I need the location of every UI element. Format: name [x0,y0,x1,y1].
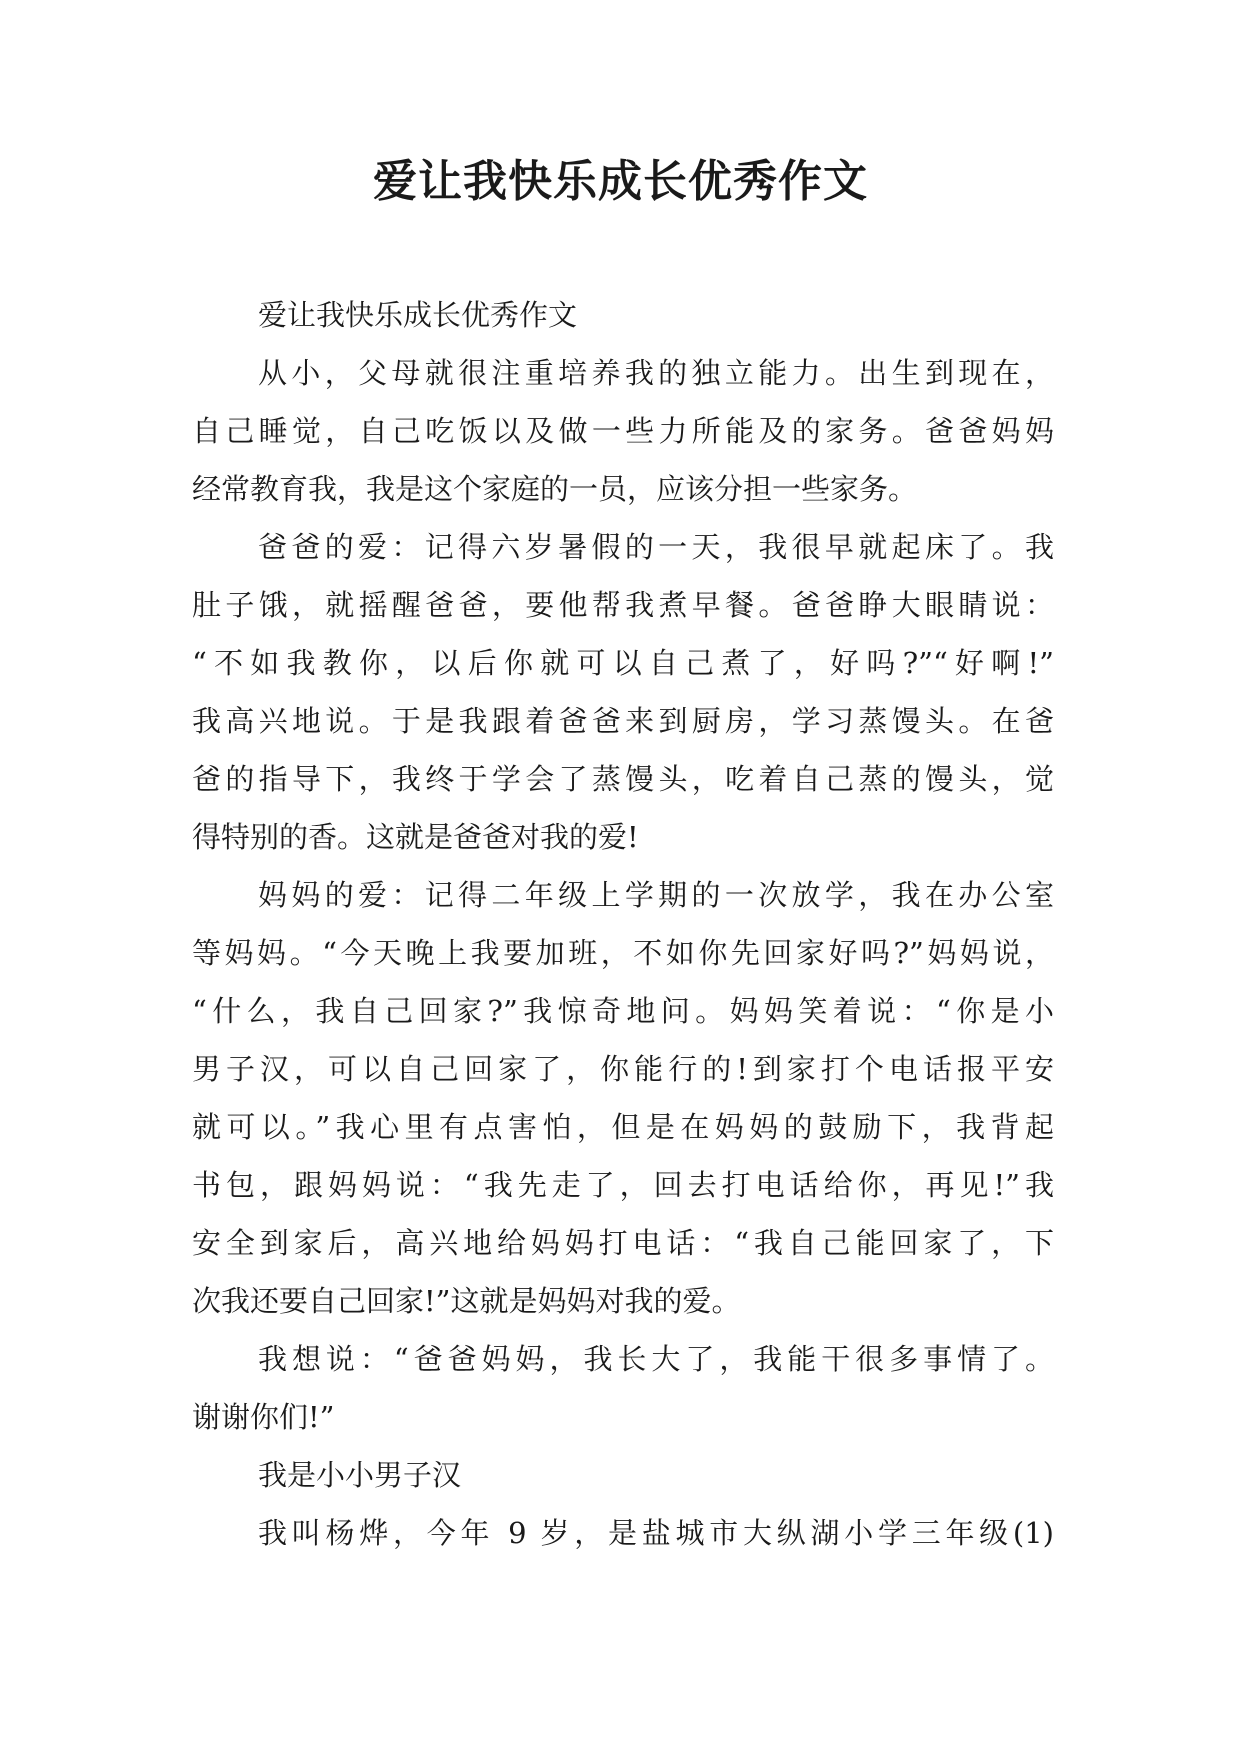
text-line: “不如我教你，以后你就可以自己煮了，好吗?”“好啊!” [192,646,1054,680]
text-line: 经常教育我，我是这个家庭的一员，应该分担一些家务。 [192,472,918,506]
document-title: 爱让我快乐成长优秀作文 [373,156,868,207]
text-line: 谢谢你们!” [192,1400,335,1434]
text-line: 妈妈的爱：记得二年级上学期的一次放学，我在办公室 [258,878,1054,912]
text-line: 我叫杨烨，今年 9 岁，是盐城市大纵湖小学三年级(1) [258,1516,1054,1550]
text-line: 爸爸的爱：记得六岁暑假的一天，我很早就起床了。我 [258,530,1054,564]
text-line: 自己睡觉，自己吃饭以及做一些力所能及的家务。爸爸妈妈 [192,414,1054,448]
text-line: “什么，我自己回家?”我惊奇地问。妈妈笑着说：“你是小 [192,994,1054,1028]
document-body [192,286,1054,1562]
text-line: 男子汉，可以自己回家了，你能行的!到家打个电话报平安 [192,1052,1054,1086]
text-line: 书包，跟妈妈说：“我先走了，回去打电话给你，再见!”我 [192,1168,1054,1202]
text-line: 我是小小男子汉 [258,1458,462,1492]
text-line: 得特别的香。这就是爸爸对我的爱! [192,820,639,854]
text-line: 我高兴地说。于是我跟着爸爸来到厨房，学习蒸馒头。在爸 [192,704,1054,738]
text-line: 就可以。”我心里有点害怕，但是在妈妈的鼓励下，我背起 [192,1110,1054,1144]
text-line: 从小，父母就很注重培养我的独立能力。出生到现在， [258,356,1054,390]
text-line: 我想说：“爸爸妈妈，我长大了，我能干很多事情了。 [258,1342,1054,1376]
text-line: 爸的指导下，我终于学会了蒸馒头，吃着自己蒸的馒头，觉 [192,762,1054,796]
text-line: 爱让我快乐成长优秀作文 [258,298,578,332]
text-line: 等妈妈。“今天晚上我要加班，不如你先回家好吗?”妈妈说， [192,936,1054,970]
text-line: 次我还要自己回家!”这就是妈妈对我的爱。 [192,1284,741,1318]
text-line: 安全到家后，高兴地给妈妈打电话：“我自己能回家了，下 [192,1226,1054,1260]
text-line: 肚子饿，就摇醒爸爸，要他帮我煮早餐。爸爸睁大眼睛说： [192,588,1054,622]
